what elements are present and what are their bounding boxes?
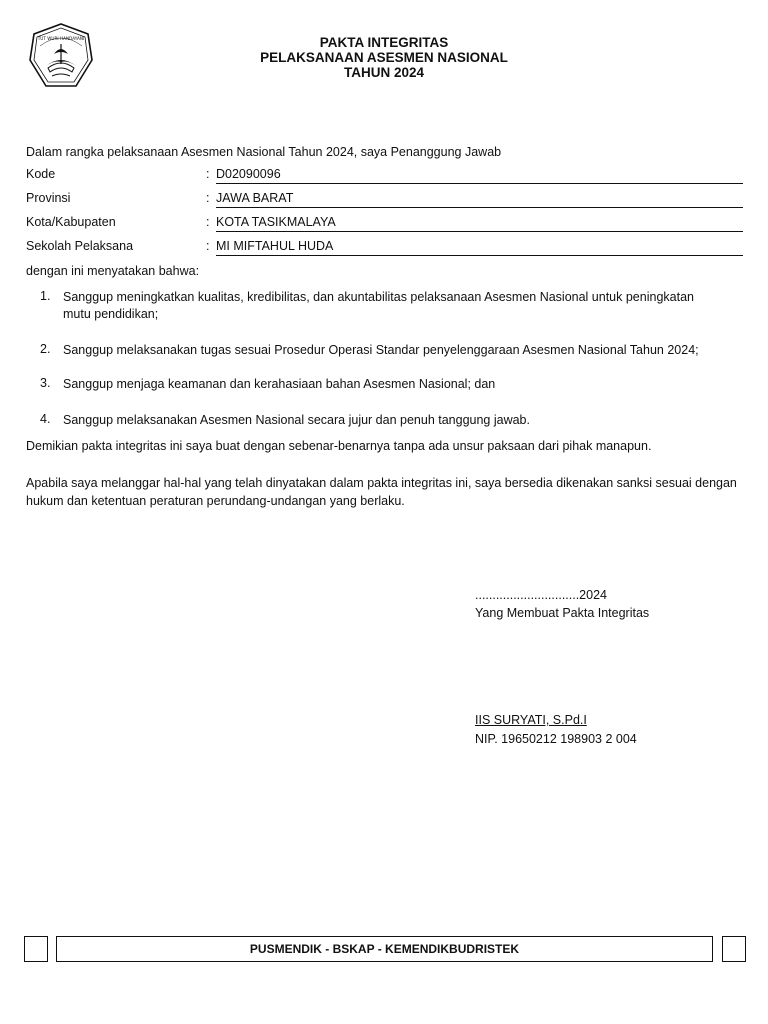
- field-label-provinsi: Provinsi: [26, 191, 71, 205]
- footer-right-box: [722, 936, 746, 962]
- intro-text: Dalam rangka pelaksanaan Asesmen Nasional Tahun 2024, saya Penanggung Jawab: [26, 145, 502, 159]
- signature-role: Yang Membuat Pakta Integritas: [475, 606, 650, 620]
- signer-nip: NIP. 19650212 198903 2 004: [475, 732, 637, 746]
- list-item-number: 2.: [40, 342, 51, 356]
- title-line-2: PELAKSANAAN ASESMEN NASIONAL: [260, 50, 508, 65]
- field-colon: :: [206, 191, 210, 205]
- list-item-text: Sanggup melaksanakan Asesmen Nasional secara jujur dan penuh tanggung jawab.: [63, 413, 530, 427]
- list-item-number: 4.: [40, 412, 51, 426]
- field-colon: :: [206, 239, 210, 253]
- title-line-3: TAHUN 2024: [343, 65, 425, 80]
- list-item-number: 1.: [40, 289, 51, 303]
- field-value-kota: KOTA TASIKMALAYA: [216, 214, 743, 232]
- field-label-kota: Kota/Kabupaten: [26, 215, 116, 229]
- signer-name: IIS SURYATI, S.Pd.I: [475, 713, 587, 727]
- field-value-kode: D02090096: [216, 166, 743, 184]
- closing-paragraph-1: Demikian pakta integritas ini saya buat dengan sebenar-benarnya tanpa ada unsur paksaan dari pihak manapun.: [26, 439, 652, 453]
- statement-intro: dengan ini menyatakan bahwa:: [26, 264, 200, 278]
- footer-left-box: [24, 936, 48, 962]
- logo-text: TUT WURI HANDAYANI: [37, 36, 85, 41]
- field-colon: :: [206, 215, 210, 229]
- field-label-kode: Kode: [26, 167, 56, 181]
- footer-text: PUSMENDIK - BSKAP - KEMENDIKBUDRISTEK: [249, 942, 520, 956]
- document-title: [0, 35, 768, 80]
- list-item-text: Sanggup menjaga keamanan dan kerahasiaan bahan Asesmen Nasional; dan: [63, 377, 496, 391]
- closing-paragraph-2: Apabila saya melanggar hal-hal yang telah dinyatakan dalam pakta integritas ini, saya bersedia dikenakan sanksi sesuai dengan hukum dan ketentuan peraturan perundang-undangan yang berlaku.: [26, 476, 737, 508]
- field-value-provinsi: JAWA BARAT: [216, 190, 743, 208]
- field-label-sekolah: Sekolah Pelaksana: [26, 239, 134, 253]
- list-item-text: Sanggup melaksanakan tugas sesuai Prosedur Operasi Standar penyelenggaraan Asesmen Nasional Tahun 2024;: [63, 343, 699, 357]
- list-item-text: Sanggup meningkatkan kualitas, kredibilitas, dan akuntabilitas pelaksanaan Asesmen Nasional untuk peningkatan mutu pendidikan;: [63, 290, 694, 321]
- field-value-sekolah: MI MIFTAHUL HUDA: [216, 238, 743, 256]
- footer-banner: [56, 936, 713, 962]
- list-item-number: 3.: [40, 376, 51, 390]
- signature-date: ..............................2024: [475, 588, 607, 602]
- field-colon: :: [206, 167, 210, 181]
- title-line-1: PAKTA INTEGRITAS: [319, 35, 449, 50]
